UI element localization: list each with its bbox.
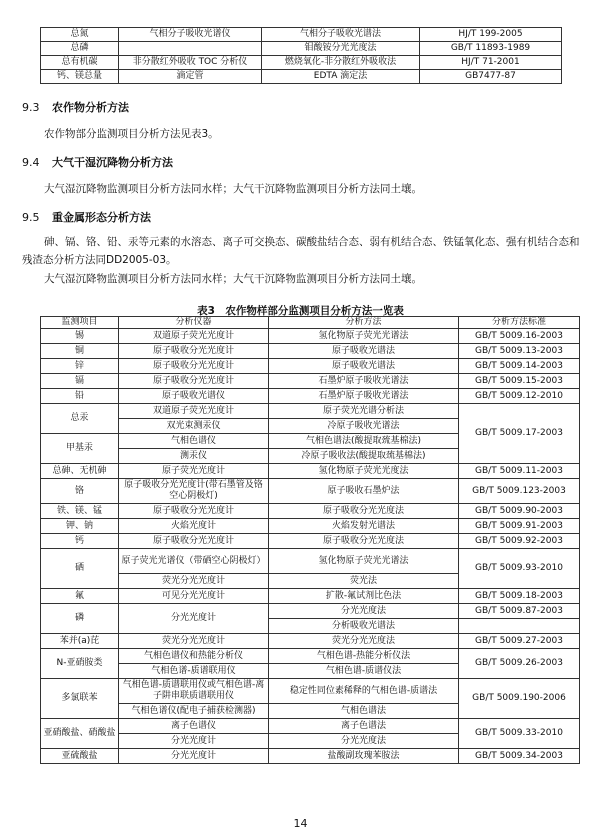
table-row (41, 389, 580, 404)
table-row (41, 56, 562, 70)
cell-item: 多氯联苯 (41, 679, 119, 719)
table-row (41, 749, 580, 764)
cell-standard: GB/T 5009.90-2003 (459, 504, 580, 519)
cell-instrument (119, 42, 262, 56)
cell-item: 铅 (41, 389, 119, 404)
cell-method: 扩散-氟试剂比色法 (269, 589, 459, 604)
cell-method: 气相色谱法(酸提取巯基棉法) (269, 434, 459, 449)
column-header: 分析仪器 (119, 317, 269, 329)
table-row (41, 589, 580, 604)
cell-standard: GB/T 5009.93-2010 (459, 549, 580, 589)
cell-method: 原子吸收光谱法 (269, 359, 459, 374)
cell-method: 气相色谱法 (269, 704, 459, 719)
table-caption: 表3 农作物样部分监测项目分析方法一览表 (197, 305, 404, 317)
column-header: 分析方法标准 (459, 317, 580, 329)
cell-item: 亚硫酸盐 (41, 749, 119, 764)
table-header-row (41, 317, 580, 329)
cell-instrument: 原子吸收分光光度计 (119, 359, 269, 374)
cell-method: 荧光法 (269, 574, 459, 589)
table-row (41, 28, 562, 42)
table-row (41, 42, 562, 56)
table-row (41, 374, 580, 389)
cell-standard: GB/T 5009.11-2003 (459, 464, 580, 479)
cell-item: 锡 (41, 329, 119, 344)
cell-method: 气相色谱-质谱仪法 (269, 664, 459, 679)
table-row (41, 504, 580, 519)
cell-item: 钾、钠 (41, 519, 119, 534)
cell-instrument: 非分散红外吸收 TOC 分析仪 (119, 56, 262, 70)
cell-item: 总砷、无机砷 (41, 464, 119, 479)
section-paragraph: 大气湿沉降物监测项目分析方法同水样；大气干沉降物监测项目分析方法同土壤。 (44, 273, 422, 285)
cell-method: 离子色谱法 (269, 719, 459, 734)
cell-instrument: 滴定管 (119, 70, 262, 84)
cell-method: 火焰发射光谱法 (269, 519, 459, 534)
cell-instrument: 原子吸收分光光度计 (119, 504, 269, 519)
cell-item: N-亚硝胺类 (41, 649, 119, 679)
table-row (41, 479, 580, 504)
cell-item: 硒 (41, 549, 119, 589)
cell-standard: GB/T 5009.12-2010 (459, 389, 580, 404)
cell-instrument: 分光光度计 (119, 734, 269, 749)
cell-standard: GB/T 5009.16-2003 (459, 329, 580, 344)
cell-standard: GB/T 5009.14-2003 (459, 359, 580, 374)
cell-instrument: 气相色谱仪 (119, 434, 269, 449)
cell-method: 稳定性同位素稀释的气相色谱-质谱法 (269, 679, 459, 704)
cell-method: 荧光分光光度法 (269, 634, 459, 649)
cell-instrument: 测汞仪 (119, 449, 269, 464)
cell-standard: GB/T 5009.34-2003 (459, 749, 580, 764)
cell-item: 铁、镁、锰 (41, 504, 119, 519)
table-row (41, 679, 580, 704)
cell-instrument: 气相色谱-质谱联用仪 (119, 664, 269, 679)
cell-method: 盐酸副玫瑰苯胺法 (269, 749, 459, 764)
cell-standard: GB/T 5009.17-2003 (459, 404, 580, 464)
cell-method: 气相色谱-热能分析仪法 (269, 649, 459, 664)
section-paragraph: 砷、镉、铬、铅、汞等元素的水溶态、离子可交换态、碳酸盐结合态、弱有机结合态、铁锰氧化态、强有机结合态和残渣态分析方法同DD2005-03。 (22, 236, 580, 266)
cell-item: 甲基汞 (41, 434, 119, 464)
cell-method: 燃烧氧化-非分散红外吸收法 (262, 56, 420, 70)
section-paragraph: 大气湿沉降物监测项目分析方法同水样；大气干沉降物监测项目分析方法同土壤。 (44, 183, 422, 195)
column-header: 分析方法 (269, 317, 459, 329)
cell-standard: GB/T 5009.91-2003 (459, 519, 580, 534)
cell-item: 钙、镁总量 (41, 70, 119, 84)
cell-item: 总磷 (41, 42, 119, 56)
table-row (41, 549, 580, 574)
cell-method: 冷原子吸收光谱法 (269, 419, 459, 434)
table-row (41, 70, 562, 84)
cell-item: 铜 (41, 344, 119, 359)
cell-item: 镉 (41, 374, 119, 389)
cell-item: 总汞 (41, 404, 119, 434)
cell-instrument: 分光光度计 (119, 749, 269, 764)
cell-standard: GB/T 5009.33-2010 (459, 719, 580, 749)
section-heading-9-5: 9.5 重金属形态分析方法 (22, 211, 151, 224)
cell-method: 石墨炉原子吸收光谱法 (269, 389, 459, 404)
section-heading-9-3: 9.3 农作物分析方法 (22, 101, 129, 114)
cell-standard: GB/T 5009.123-2003 (459, 479, 580, 504)
table-row (41, 464, 580, 479)
cell-standard: GB/T 5009.26-2003 (459, 649, 580, 679)
table-row (41, 634, 580, 649)
cell-item: 锌 (41, 359, 119, 374)
cell-method: EDTA 滴定法 (262, 70, 420, 84)
cell-item: 总氮 (41, 28, 119, 42)
water-analysis-table (40, 27, 562, 84)
cell-method: 石墨炉原子吸收光谱法 (269, 374, 459, 389)
cell-method: 原子吸收光谱法 (269, 344, 459, 359)
section-heading-9-4: 9.4 大气干湿沉降物分析方法 (22, 156, 173, 169)
cell-instrument: 原子吸收光谱仪 (119, 389, 269, 404)
cell-standard: GB/T 5009.190-2006 (459, 679, 580, 719)
cell-method: 气相分子吸收光谱法 (262, 28, 420, 42)
cell-instrument: 原子吸收分光光度计 (119, 344, 269, 359)
cell-instrument: 气相色谱仪(配电子捕获检测器) (119, 704, 269, 719)
cell-item: 钙 (41, 534, 119, 549)
cell-item: 铬 (41, 479, 119, 504)
cell-instrument: 气相色谱仪和热能分析仪 (119, 649, 269, 664)
cell-method: 原子吸收分光光度法 (269, 534, 459, 549)
cell-instrument: 荧光分光光度计 (119, 574, 269, 589)
cell-instrument: 荧光分光光度计 (119, 634, 269, 649)
cell-item: 亚硝酸盐、硝酸盐 (41, 719, 119, 749)
table-row (41, 719, 580, 734)
cell-instrument: 双道原子荧光光度计 (119, 329, 269, 344)
cell-standard: GB/T 5009.15-2003 (459, 374, 580, 389)
cell-method: 氢化物原子荧光光谱法 (269, 329, 459, 344)
cell-standard: GB/T 5009.92-2003 (459, 534, 580, 549)
cell-method: 分光光度法 (269, 604, 459, 619)
table-row (41, 329, 580, 344)
section-paragraph: 农作物部分监测项目分析方法见表3。 (44, 128, 219, 140)
cell-method: 氢化物原子荧光光谱法 (269, 549, 459, 574)
cell-method: 原子荧光光谱分析法 (269, 404, 459, 419)
cell-instrument: 原子荧光光谱仪（带硒空心阴极灯） (119, 549, 269, 574)
cell-item: 苯并(a)芘 (41, 634, 119, 649)
cell-instrument: 气相色谱-质谱联用仪或气相色谱-离子阱串联质谱联用仪 (119, 679, 269, 704)
cell-method: 原子吸收石墨炉法 (269, 479, 459, 504)
cell-instrument: 离子色谱仪 (119, 719, 269, 734)
cell-standard: GB/T 5009.27-2003 (459, 634, 580, 649)
cell-instrument: 原子吸收分光光度计 (119, 534, 269, 549)
table-row (41, 649, 580, 664)
cell-method: 分析吸收光谱法 (269, 619, 459, 634)
cell-instrument: 双光束测汞仪 (119, 419, 269, 434)
cell-standard: HJ/T 199-2005 (420, 28, 562, 42)
cell-method: 原子吸收分光光度法 (269, 504, 459, 519)
cell-instrument: 双道原子荧光光度计 (119, 404, 269, 419)
cell-item: 氟 (41, 589, 119, 604)
cell-standard: HJ/T 71-2001 (420, 56, 562, 70)
cell-instrument: 分光光度计 (119, 604, 269, 634)
crop-analysis-table (40, 316, 580, 764)
cell-instrument: 气相分子吸收光谱仪 (119, 28, 262, 42)
cell-instrument: 原子吸收分光光度计 (119, 374, 269, 389)
table-row (41, 344, 580, 359)
cell-standard: GB/T 5009.18-2003 (459, 589, 580, 604)
cell-instrument: 原子吸收分光光度计(带石墨管及铬空心阴极灯) (119, 479, 269, 504)
cell-standard: GB/T 5009.13-2003 (459, 344, 580, 359)
cell-method: 钼酸铵分光光度法 (262, 42, 420, 56)
cell-item: 磷 (41, 604, 119, 634)
table-row (41, 519, 580, 534)
cell-standard: GB/T 5009.87-2003 (459, 604, 580, 619)
cell-method: 冷原子吸收法(酸提取巯基棉法) (269, 449, 459, 464)
cell-standard: GB7477-87 (420, 70, 562, 84)
cell-standard: GB/T 11893-1989 (420, 42, 562, 56)
cell-instrument: 可见分光光度计 (119, 589, 269, 604)
cell-standard (459, 619, 580, 634)
cell-item: 总有机碳 (41, 56, 119, 70)
cell-method: 氢化物原子荧光光度法 (269, 464, 459, 479)
table-row (41, 604, 580, 619)
cell-method: 分光光度法 (269, 734, 459, 749)
cell-instrument: 原子荧光光度计 (119, 464, 269, 479)
table-row (41, 359, 580, 374)
table-row (41, 404, 580, 419)
column-header: 监测项目 (41, 317, 119, 329)
cell-instrument: 火焰光度计 (119, 519, 269, 534)
table-row (41, 534, 580, 549)
page-number: 14 (293, 817, 308, 830)
